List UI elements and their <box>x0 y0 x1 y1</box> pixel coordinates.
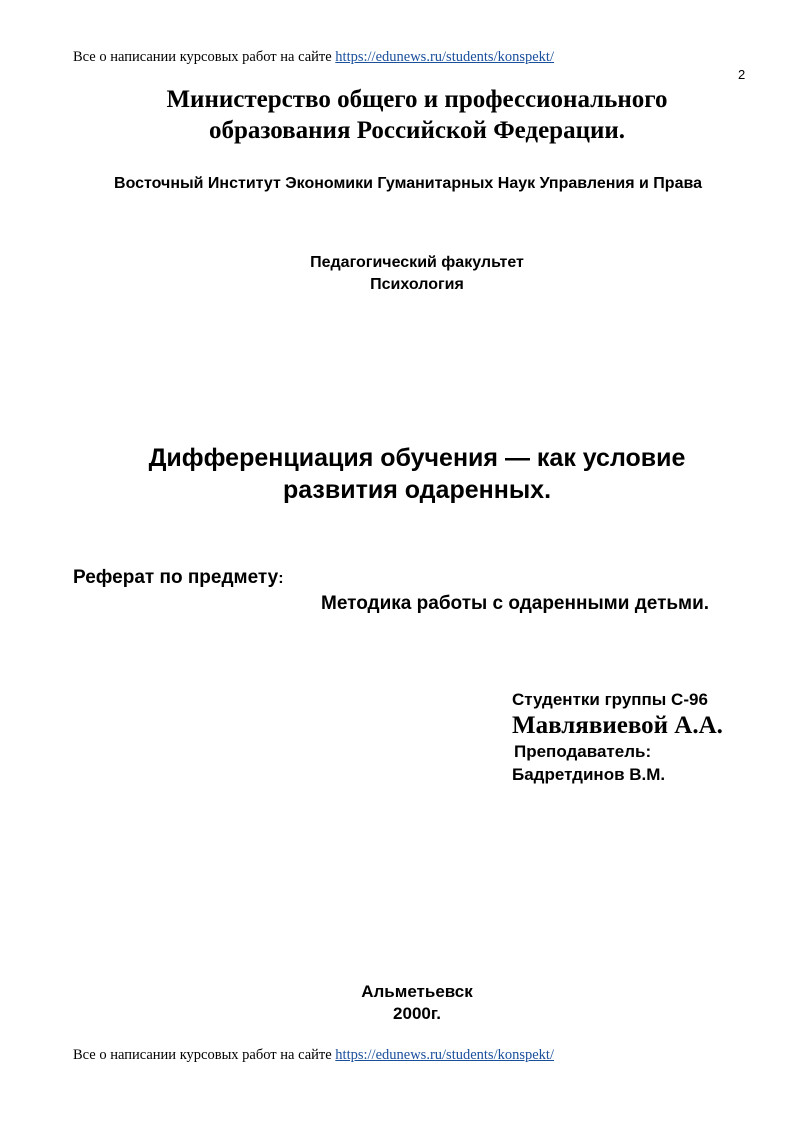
teacher-label <box>514 742 651 762</box>
header-text: Все о написании курсовых работ на сайте <box>73 49 336 65</box>
subject-value: Методика работы с одаренными детьми. <box>321 593 710 614</box>
title-line-2: развития одаренных. <box>282 476 552 504</box>
student-name: Мавлявиевой А.А. <box>512 712 723 739</box>
ministry-heading <box>17 84 800 146</box>
year: 2000г. <box>393 1004 441 1023</box>
city-name: Альметьевск <box>361 982 473 1001</box>
document-title <box>17 442 800 506</box>
student-group: Студентки группы С-96 <box>512 690 708 709</box>
header-link[interactable]: https://edunews.ru/students/konspekt/ <box>335 49 554 65</box>
subject-label-text: Реферат по предмету <box>73 567 279 588</box>
header-line <box>73 49 554 66</box>
subject-label <box>73 567 284 589</box>
teacher-name: Бадретдинов В.М. <box>512 765 666 784</box>
institute-name: Восточный Институт Экономики Гуманитарных Наук Управления и Права <box>114 175 702 192</box>
title-line-1: Дифференциация обучения — как условие <box>148 444 686 472</box>
footer-line <box>73 1047 554 1064</box>
page-number: 2 <box>738 67 746 82</box>
specialty-name: Психология <box>370 276 464 293</box>
subject-label-colon: : <box>278 570 284 587</box>
ministry-line-2: образования Российской Федерации. <box>208 117 626 144</box>
place-block <box>17 981 800 1025</box>
footer-text: Все о написании курсовых работ на сайте <box>73 1047 336 1063</box>
teacher-label-text: Преподаватель <box>514 742 646 761</box>
teacher-label-colon: : <box>645 742 652 761</box>
ministry-line-1: Министерство общего и профессионального <box>166 86 668 113</box>
faculty-name: Педагогический факультет <box>310 254 524 271</box>
footer-link[interactable]: https://edunews.ru/students/konspekt/ <box>335 1047 554 1063</box>
faculty-block <box>17 252 800 296</box>
